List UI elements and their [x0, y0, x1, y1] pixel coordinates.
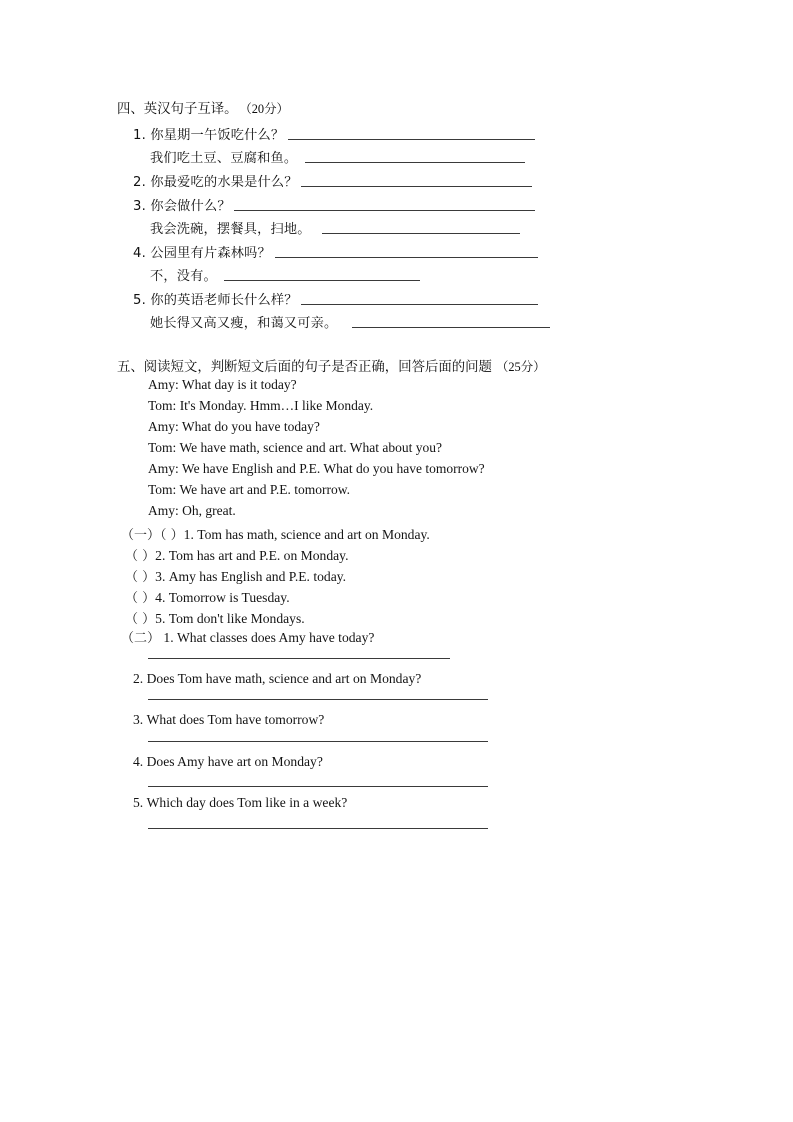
tf-checkbox[interactable]: （ ） — [125, 549, 156, 564]
tf-marker: 4. — [155, 590, 166, 605]
section-five-score: （25分） — [495, 360, 546, 374]
qa-text: Does Tom have math, science and art on Monday? — [146, 671, 422, 686]
item-marker: 4. — [133, 246, 146, 261]
translate-item-1 — [133, 124, 284, 143]
tf-text: Amy has English and P.E. today. — [168, 569, 347, 584]
tf-text: Tom has math, science and art on Monday. — [197, 527, 430, 542]
answer-rule-5-2[interactable] — [148, 699, 488, 700]
item-text: 你星期一午饭吃什么？ — [150, 128, 285, 143]
qa-marker: 1. — [163, 630, 174, 645]
speaker: Tom: — [148, 482, 177, 497]
translate-item-3b — [150, 218, 311, 237]
section-five-title: 阅读短文，判断短文后面的句子是否正确，回答后面的问题 — [143, 360, 492, 375]
answer-rule-4-4b[interactable] — [224, 280, 420, 281]
qa-text: Which day does Tom like in a week? — [146, 795, 348, 810]
passage-line-6 — [148, 482, 350, 498]
section-four-heading — [117, 98, 289, 117]
utterance: It's Monday. Hmm…I like Monday. — [179, 398, 374, 413]
passage-line-7 — [148, 503, 236, 519]
translate-item-2 — [133, 171, 298, 190]
answer-rule-5-4[interactable] — [148, 786, 488, 787]
qa-text: What does Tom have tomorrow? — [146, 712, 325, 727]
translate-item-4b — [150, 265, 217, 284]
section-five-number: 五、 — [117, 360, 144, 375]
speaker: Tom: — [148, 398, 177, 413]
part-one-label: （一） — [121, 528, 161, 543]
speaker: Amy: — [148, 377, 179, 392]
passage-line-4 — [148, 440, 442, 456]
section-four-score: （20分） — [245, 102, 289, 116]
qa-marker: 3. — [133, 712, 144, 727]
answer-rule-4-2[interactable] — [301, 186, 532, 187]
qa-marker: 5. — [133, 795, 144, 810]
qa-marker: 2. — [133, 671, 144, 686]
answer-rule-4-3[interactable] — [234, 210, 535, 211]
utterance: We have English and P.E. What do you have tomorrow? — [181, 461, 485, 476]
answer-rule-4-3b[interactable] — [322, 233, 520, 234]
tf-checkbox[interactable]: （ ） — [125, 591, 156, 606]
tf-item-4[interactable] — [125, 587, 290, 606]
item-text: 我会洗碗，摆餐具，扫地。 — [150, 222, 311, 237]
part-two-label: （二） — [121, 631, 161, 646]
passage-line-2 — [148, 398, 373, 414]
tf-text: Tom don't like Mondays. — [168, 611, 305, 626]
tf-item-3[interactable] — [125, 566, 346, 585]
item-text: 你最爱吃的水果是什么？ — [150, 175, 298, 190]
answer-rule-4-4[interactable] — [275, 257, 538, 258]
item-text: 不，没有。 — [150, 269, 217, 284]
qa-text: Does Amy have art on Monday? — [146, 754, 323, 769]
tf-marker: 5. — [155, 611, 166, 626]
answer-rule-4-5[interactable] — [301, 304, 538, 305]
qa-text: What classes does Amy have today? — [176, 630, 375, 645]
tf-item-2[interactable] — [125, 545, 349, 564]
passage-line-5 — [148, 461, 485, 477]
item-text: 公园里有片森林吗？ — [150, 246, 271, 261]
translate-item-5b — [150, 312, 337, 331]
tf-text: Tomorrow is Tuesday. — [168, 590, 290, 605]
tf-marker: 2. — [155, 548, 166, 563]
item-marker: 1. — [133, 128, 146, 143]
speaker: Amy: — [148, 461, 179, 476]
qa-item-4 — [133, 754, 323, 770]
translate-item-5 — [133, 289, 298, 308]
section-five-heading — [117, 356, 546, 375]
section-four-number: 四、 — [117, 102, 144, 117]
utterance: We have math, science and art. What about you? — [179, 440, 443, 455]
tf-marker: 3. — [155, 569, 166, 584]
tf-text: Tom has art and P.E. on Monday. — [168, 548, 349, 563]
item-text: 你会做什么？ — [150, 199, 231, 214]
answer-rule-4-1b[interactable] — [305, 162, 525, 163]
qa-item-2 — [133, 671, 421, 687]
tf-checkbox[interactable]: （ ） — [125, 570, 156, 585]
answer-rule-4-1[interactable] — [288, 139, 535, 140]
translate-item-4 — [133, 242, 271, 261]
qa-item-3 — [133, 712, 324, 728]
passage-line-1 — [148, 377, 297, 393]
item-text: 你的英语老师长什么样？ — [150, 293, 298, 308]
speaker: Amy: — [148, 503, 179, 518]
item-text: 我们吃土豆、豆腐和鱼。 — [150, 151, 298, 166]
item-marker: 3. — [133, 199, 146, 214]
passage-line-3 — [148, 419, 320, 435]
qa-item-1 — [121, 627, 374, 646]
utterance: What day is it today? — [181, 377, 297, 392]
tf-item-1[interactable] — [121, 524, 430, 543]
tf-checkbox[interactable]: （ ） — [125, 612, 156, 627]
qa-item-5 — [133, 795, 347, 811]
translate-item-3 — [133, 195, 231, 214]
item-marker: 5. — [133, 293, 146, 308]
speaker: Tom: — [148, 440, 177, 455]
section-four-title: 英汉句子互译。 — [143, 102, 238, 117]
answer-rule-5-3[interactable] — [148, 741, 488, 742]
answer-rule-4-5b[interactable] — [352, 327, 550, 328]
utterance: Oh, great. — [182, 503, 236, 518]
qa-marker: 4. — [133, 754, 144, 769]
answer-rule-5-5[interactable] — [148, 828, 488, 829]
tf-marker: 1. — [183, 527, 194, 542]
speaker: Amy: — [148, 419, 179, 434]
utterance: What do you have today? — [181, 419, 320, 434]
answer-rule-5-1[interactable] — [148, 658, 450, 659]
item-text: 她长得又高又瘦，和蔼又可亲。 — [150, 316, 338, 331]
translate-item-1b — [150, 147, 297, 166]
tf-checkbox[interactable]: （ ） — [160, 528, 184, 543]
utterance: We have art and P.E. tomorrow. — [179, 482, 350, 497]
tf-item-5[interactable] — [125, 608, 305, 627]
item-marker: 2. — [133, 175, 146, 190]
